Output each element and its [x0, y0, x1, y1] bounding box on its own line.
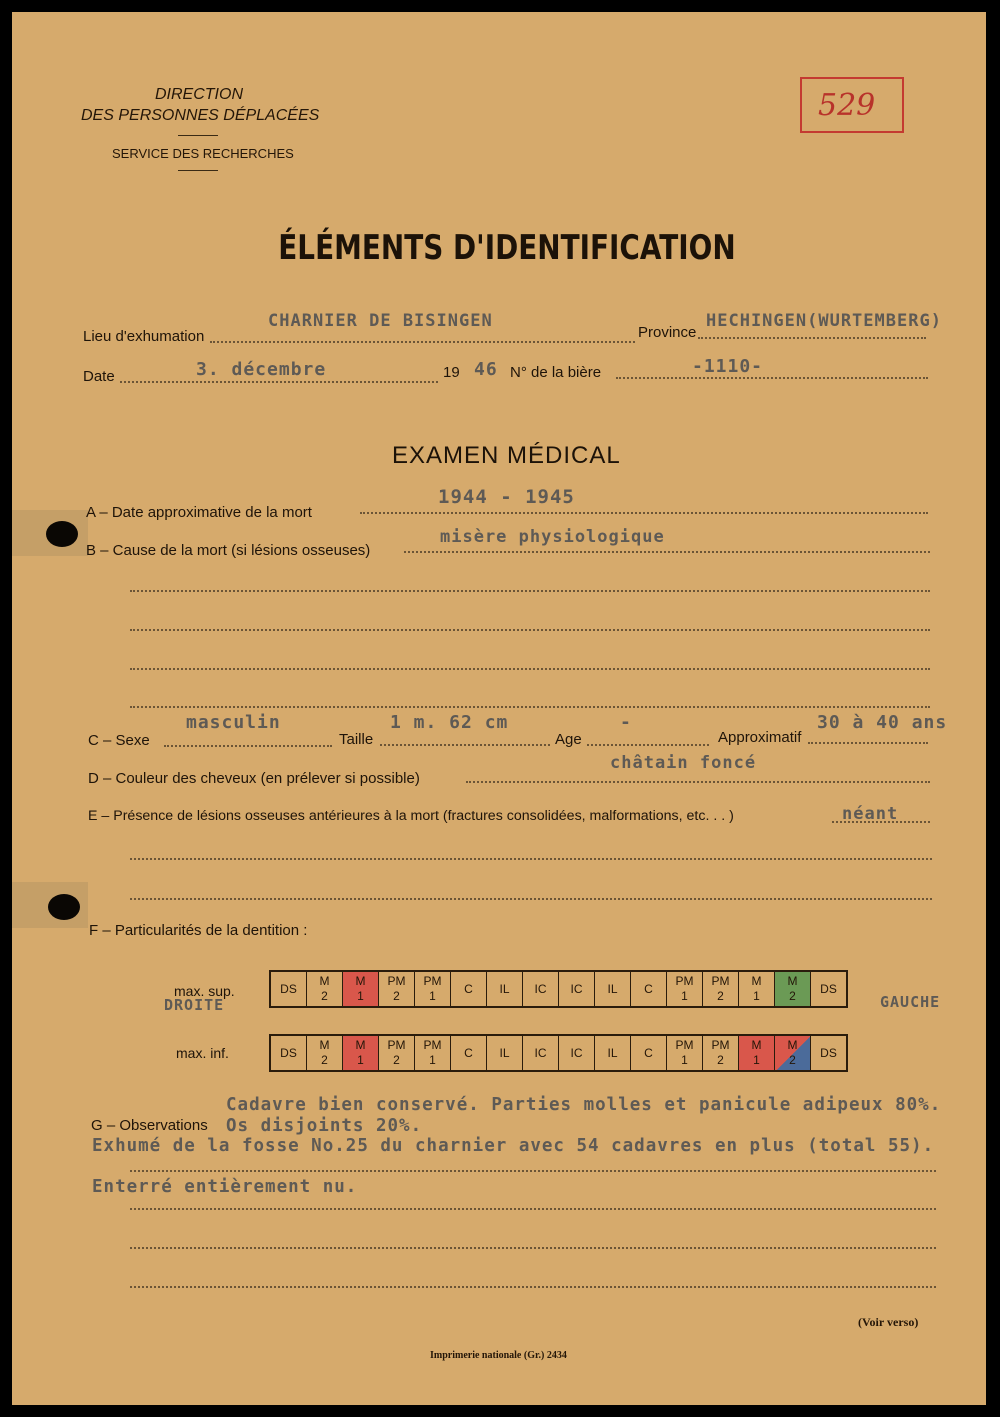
b-label: B – Cause de la mort (si lésions osseuses)	[86, 542, 371, 559]
lower-tooth-cell	[379, 1036, 415, 1070]
taille-value: 1 m. 62 cm	[390, 712, 509, 733]
lower-tooth-cell	[487, 1036, 523, 1070]
date-dotted-line	[120, 381, 438, 383]
taille-dotted-line	[380, 744, 550, 746]
header-divider-2	[178, 170, 218, 171]
tooth-number: 2	[393, 1053, 400, 1067]
tooth-code: PM	[387, 974, 406, 988]
tooth-code: M	[319, 1038, 330, 1052]
tooth-code: M	[787, 974, 798, 988]
upper-tooth-cell	[379, 972, 415, 1006]
max-sup-label: max. sup.	[174, 983, 235, 999]
e-value: néant	[842, 804, 899, 824]
punch-hole-top	[46, 521, 78, 547]
d-dotted-line	[466, 781, 930, 783]
blank-line-5	[130, 858, 932, 860]
b-dotted-line	[404, 551, 930, 553]
tooth-number: 2	[789, 1053, 796, 1067]
blank-line-8	[130, 1208, 936, 1210]
upper-tooth-cell	[775, 972, 811, 1006]
gauche-label: GAUCHE	[880, 993, 941, 1011]
observation-line-3: Exhumé de la fosse No.25 du charnier avec 54 cadavres en plus (total 55).	[92, 1136, 935, 1156]
blank-line-2	[130, 629, 930, 631]
blank-line-9	[130, 1247, 936, 1249]
year-prefix: 19	[443, 364, 460, 381]
lower-tooth-cell	[271, 1036, 307, 1070]
tooth-number: 2	[321, 989, 328, 1003]
approx-label: Approximatif	[718, 729, 802, 746]
upper-tooth-cell	[487, 972, 523, 1006]
lower-tooth-cell	[775, 1036, 811, 1070]
lieu-value: CHARNIER DE BISINGEN	[268, 311, 493, 331]
tooth-number: 1	[429, 1053, 436, 1067]
sexe-dotted-line	[164, 745, 332, 747]
tooth-number: 1	[753, 1053, 760, 1067]
approx-value: 30 à 40 ans	[817, 712, 948, 733]
a-dotted-line	[360, 512, 928, 514]
age-label: Age	[555, 731, 582, 748]
biere-value: -1110-	[692, 356, 764, 377]
tooth-code: IC	[534, 981, 547, 996]
upper-tooth-cell	[811, 972, 846, 1006]
lieu-label: Lieu d'exhumation	[83, 328, 205, 345]
header-divider-1	[178, 135, 218, 136]
age-dotted-line	[587, 744, 709, 746]
lower-tooth-cell	[667, 1036, 703, 1070]
punch-hole-bottom	[48, 894, 80, 920]
tooth-code: C	[464, 1045, 473, 1060]
lower-tooth-cell	[631, 1036, 667, 1070]
observation-line-4: Enterré entièrement nu.	[92, 1177, 358, 1197]
blank-line-1	[130, 590, 930, 592]
tooth-code: PM	[423, 974, 442, 988]
tooth-number: 1	[357, 989, 364, 1003]
tooth-code: PM	[675, 974, 694, 988]
approx-dotted-line	[808, 742, 928, 744]
upper-tooth-cell	[451, 972, 487, 1006]
tooth-code: C	[464, 981, 473, 996]
tooth-number: 1	[681, 989, 688, 1003]
tooth-code: M	[319, 974, 330, 988]
lower-tooth-cell	[595, 1036, 631, 1070]
tooth-code: M	[787, 1038, 798, 1052]
tooth-code: PM	[711, 974, 730, 988]
age-value: -	[620, 712, 632, 733]
org-line-1: DIRECTION	[155, 86, 243, 103]
tooth-code: M	[355, 1038, 366, 1052]
blank-line-6	[130, 898, 932, 900]
e-label: E – Présence de lésions osseuses antérieures à la mort (fractures consolidées, malformations, etc. . . )	[88, 808, 734, 824]
tooth-code: DS	[280, 1045, 297, 1060]
tooth-number: 2	[717, 1053, 724, 1067]
tooth-number: 2	[393, 989, 400, 1003]
tooth-number: 1	[753, 989, 760, 1003]
tooth-code: DS	[820, 1045, 837, 1060]
lower-tooth-cell	[343, 1036, 379, 1070]
tooth-code: IC	[570, 981, 583, 996]
tooth-code: IC	[570, 1045, 583, 1060]
biere-label: N° de la bière	[510, 364, 602, 381]
tooth-number: 2	[717, 989, 724, 1003]
lower-teeth-chart	[269, 1034, 848, 1072]
tooth-number: 1	[357, 1053, 364, 1067]
lieu-dotted-line	[210, 341, 635, 343]
upper-tooth-cell	[703, 972, 739, 1006]
d-value: châtain foncé	[610, 753, 757, 773]
tooth-code: IL	[499, 981, 510, 996]
tooth-number: 1	[429, 989, 436, 1003]
lower-tooth-cell	[703, 1036, 739, 1070]
medical-title: EXAMEN MÉDICAL	[392, 442, 621, 469]
observation-line-1: Cadavre bien conservé. Parties molles et panicule adipeux 80%.	[226, 1095, 942, 1115]
biere-dotted-line	[616, 377, 928, 379]
tooth-code: PM	[423, 1038, 442, 1052]
province-dotted-line	[698, 337, 926, 339]
upper-tooth-cell	[595, 972, 631, 1006]
tooth-code: IC	[534, 1045, 547, 1060]
lower-tooth-cell	[559, 1036, 595, 1070]
service-label: SERVICE DES RECHERCHES	[112, 146, 294, 161]
tooth-code: DS	[820, 981, 837, 996]
upper-tooth-cell	[271, 972, 307, 1006]
stamp-number: 529	[818, 88, 876, 123]
d-label: D – Couleur des cheveux (en prélever si possible)	[88, 770, 420, 787]
upper-teeth-chart	[269, 970, 848, 1008]
lower-tooth-cell	[307, 1036, 343, 1070]
org-line-2: DES PERSONNES DÉPLACÉES	[81, 107, 320, 124]
max-inf-label: max. inf.	[176, 1045, 229, 1061]
upper-tooth-cell	[307, 972, 343, 1006]
tooth-code: M	[751, 1038, 762, 1052]
sexe-value: masculin	[186, 712, 281, 733]
blank-line-7	[130, 1170, 936, 1172]
tooth-code: M	[355, 974, 366, 988]
upper-tooth-cell	[523, 972, 559, 1006]
date-value: 3. décembre	[196, 359, 327, 380]
lower-tooth-cell	[415, 1036, 451, 1070]
a-label: A – Date approximative de la mort	[86, 504, 312, 521]
tooth-code: PM	[675, 1038, 694, 1052]
upper-tooth-cell	[415, 972, 451, 1006]
upper-tooth-cell	[559, 972, 595, 1006]
tooth-code: M	[751, 974, 762, 988]
province-label: Province	[638, 324, 697, 341]
a-value: 1944 - 1945	[438, 486, 575, 508]
f-label: F – Particularités de la dentition :	[89, 922, 308, 939]
blank-line-3	[130, 668, 930, 670]
c-label: C – Sexe	[88, 732, 150, 749]
page-title: ÉLÉMENTS D'IDENTIFICATION	[278, 228, 736, 268]
province-value: HECHINGEN(WURTEMBERG)	[706, 311, 942, 331]
tooth-code: IL	[607, 1045, 618, 1060]
printer-imprint: Imprimerie nationale (Gr.) 2434	[430, 1350, 567, 1361]
lower-tooth-cell	[811, 1036, 846, 1070]
tooth-code: C	[644, 1045, 653, 1060]
tooth-number: 2	[789, 989, 796, 1003]
taille-label: Taille	[339, 731, 374, 748]
tooth-number: 2	[321, 1053, 328, 1067]
b-value: misère physiologique	[440, 527, 665, 547]
lower-tooth-cell	[739, 1036, 775, 1070]
tooth-code: IL	[499, 1045, 510, 1060]
blank-line-10	[130, 1286, 936, 1288]
tooth-code: C	[644, 981, 653, 996]
upper-tooth-cell	[631, 972, 667, 1006]
upper-tooth-cell	[667, 972, 703, 1006]
g-label: G – Observations	[91, 1117, 208, 1134]
tooth-number: 1	[681, 1053, 688, 1067]
upper-tooth-cell	[343, 972, 379, 1006]
tooth-code: DS	[280, 981, 297, 996]
tooth-code: PM	[711, 1038, 730, 1052]
tooth-code: IL	[607, 981, 618, 996]
date-label: Date	[83, 368, 115, 385]
voir-verso-note: (Voir verso)	[858, 1315, 919, 1329]
lower-tooth-cell	[451, 1036, 487, 1070]
upper-tooth-cell	[739, 972, 775, 1006]
blank-line-4	[130, 706, 930, 708]
droite-label: DROITE	[164, 996, 225, 1014]
year-value: 46	[474, 359, 498, 380]
tooth-code: PM	[387, 1038, 406, 1052]
lower-tooth-cell	[523, 1036, 559, 1070]
observation-line-2: Os disjoints 20%.	[226, 1116, 423, 1136]
